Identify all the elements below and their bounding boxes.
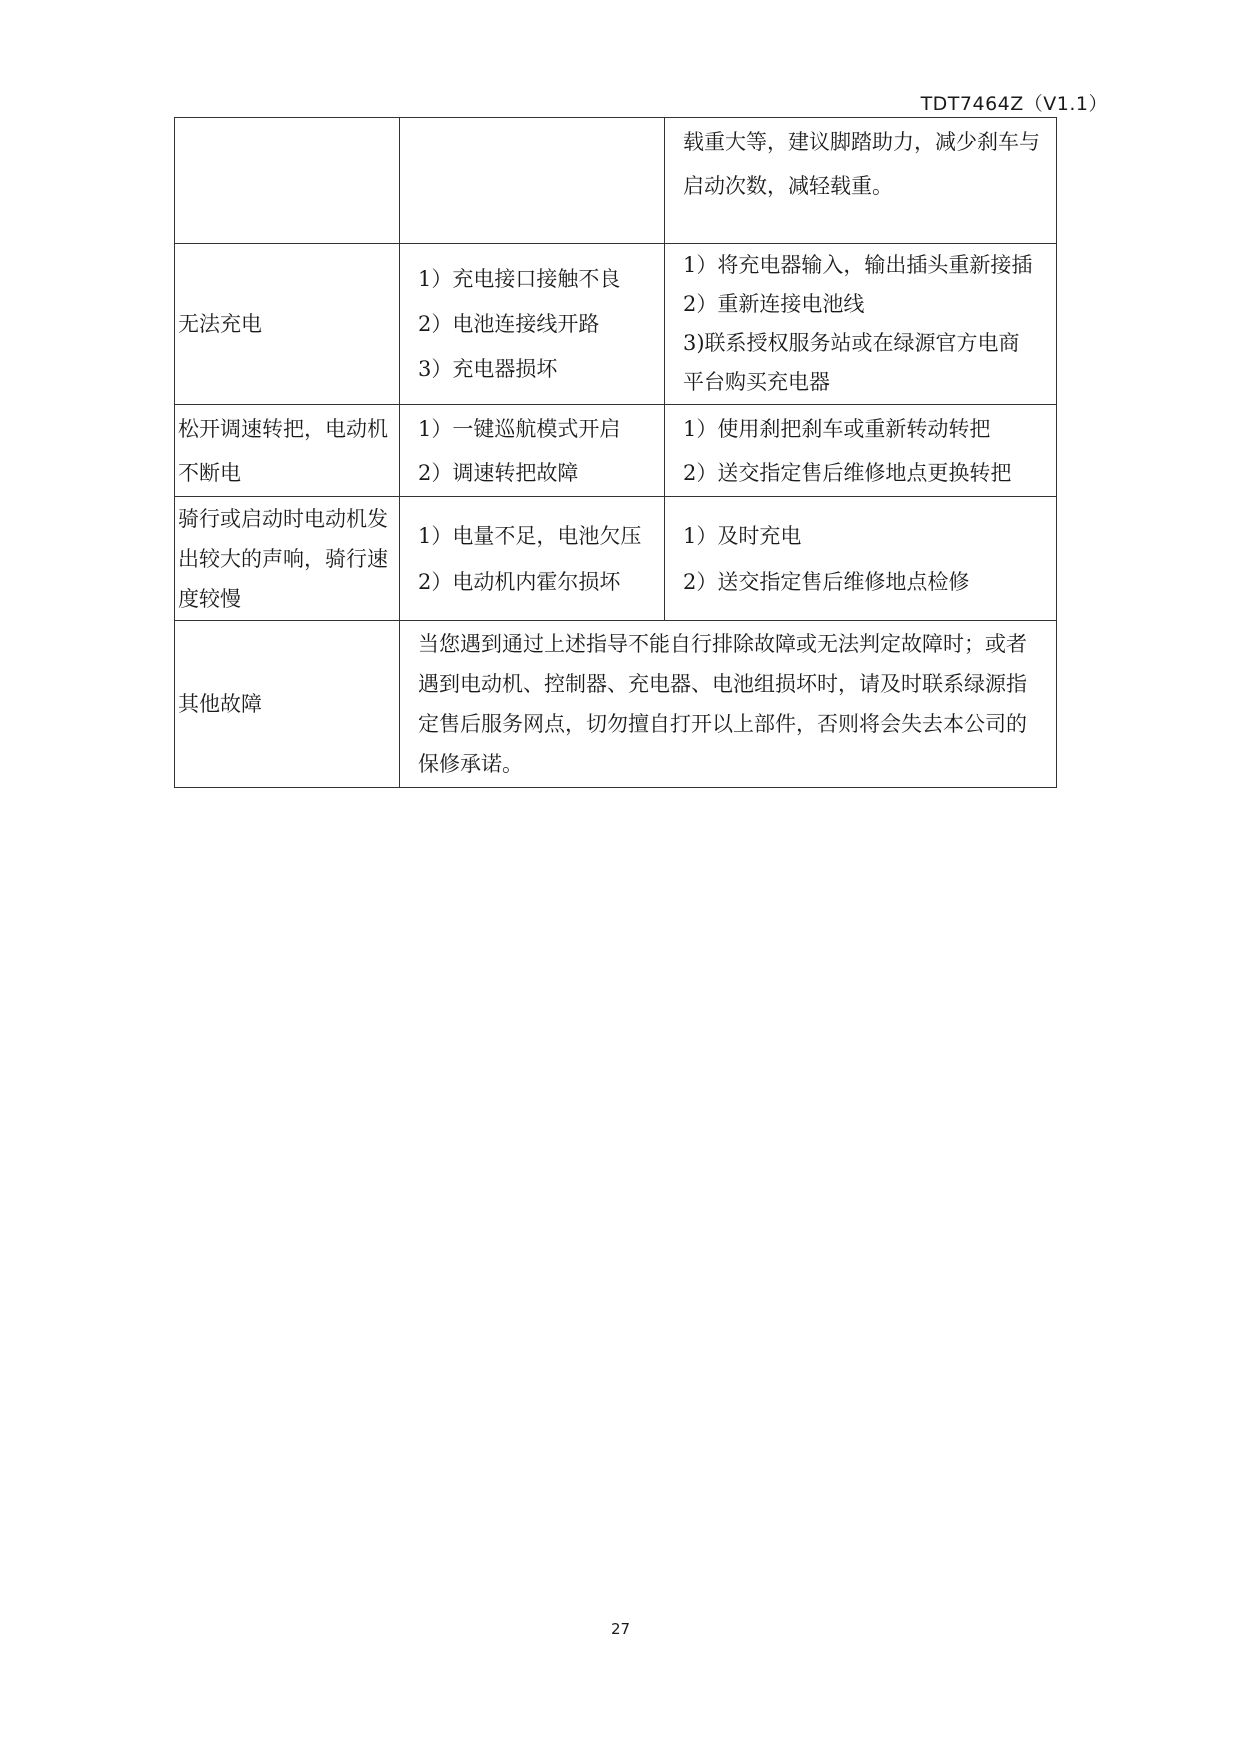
- cause-line: 1）充电接口接触不良: [418, 266, 621, 291]
- note-line: 当您遇到通过上述指导不能自行排除故障或无法判定故障时；或者: [418, 632, 1027, 656]
- note-line: 保修承诺。: [418, 752, 523, 776]
- table-row: [175, 497, 1057, 621]
- cause-line: 2）电动机内霍尔损坏: [418, 569, 621, 594]
- fault-label: 其他故障: [178, 692, 262, 716]
- page-number: 27: [610, 1620, 631, 1638]
- cause-cell: [400, 244, 665, 405]
- note-line: 遇到电动机、控制器、充电器、电池组损坏时，请及时联系绿源指: [418, 672, 1027, 696]
- solution-line: 1）将充电器输入，输出插头重新接插: [683, 253, 1033, 277]
- cause-line: 2）电池连接线开路: [418, 311, 600, 336]
- solution-line: 1）使用刹把刹车或重新转动转把: [683, 416, 991, 441]
- note-line: 定售后服务网点，切勿擅自打开以上部件，否则将会失去本公司的: [418, 712, 1027, 736]
- solution-line: 2）送交指定售后维修地点更换转把: [683, 460, 1012, 485]
- cause-cell: [400, 405, 665, 497]
- solution-line: 2）送交指定售后维修地点检修: [683, 569, 970, 594]
- solution-cell: [665, 405, 1057, 497]
- document-code: TDT7464Z（V1.1）: [920, 93, 1108, 115]
- solution-line: 启动次数，减轻载重。: [683, 174, 893, 198]
- cause-line: 3）充电器损坏: [418, 356, 558, 381]
- solution-line: 2）重新连接电池线: [683, 292, 865, 316]
- fault-label: 松开调速转把，电动机: [178, 416, 388, 441]
- fault-cell: [175, 621, 400, 788]
- cause-line: 1）电量不足，电池欠压: [418, 523, 642, 548]
- solution-cell: [665, 118, 1057, 244]
- fault-cell: [175, 244, 400, 405]
- solution-line: 3)联系授权服务站或在绿源官方电商: [683, 331, 1020, 355]
- solution-cell: [665, 244, 1057, 405]
- cause-cell: [400, 497, 665, 621]
- table-row: [175, 244, 1057, 405]
- table-row: [175, 405, 1057, 497]
- fault-label: 无法充电: [178, 312, 262, 336]
- fault-label: 不断电: [178, 460, 241, 485]
- fault-label: 出较大的声响，骑行速: [178, 546, 388, 571]
- cause-line: 1）一键巡航模式开启: [418, 416, 621, 441]
- solution-line: 载重大等，建议脚踏助力，减少刹车与: [683, 130, 1040, 154]
- solution-cell: [665, 497, 1057, 621]
- merged-note-cell: [400, 621, 1057, 788]
- cause-line: 2）调速转把故障: [418, 460, 579, 485]
- solution-line: 平台购买充电器: [683, 370, 830, 394]
- fault-cell: [175, 497, 400, 621]
- table-row: [175, 118, 1057, 244]
- fault-cell: [175, 118, 400, 244]
- cause-cell: [400, 118, 665, 244]
- solution-line: 1）及时充电: [683, 523, 802, 548]
- troubleshooting-table: [174, 117, 1057, 788]
- fault-cell: [175, 405, 400, 497]
- fault-label: 骑行或启动时电动机发: [178, 506, 388, 531]
- table-row: [175, 621, 1057, 788]
- fault-label: 度较慢: [178, 586, 241, 611]
